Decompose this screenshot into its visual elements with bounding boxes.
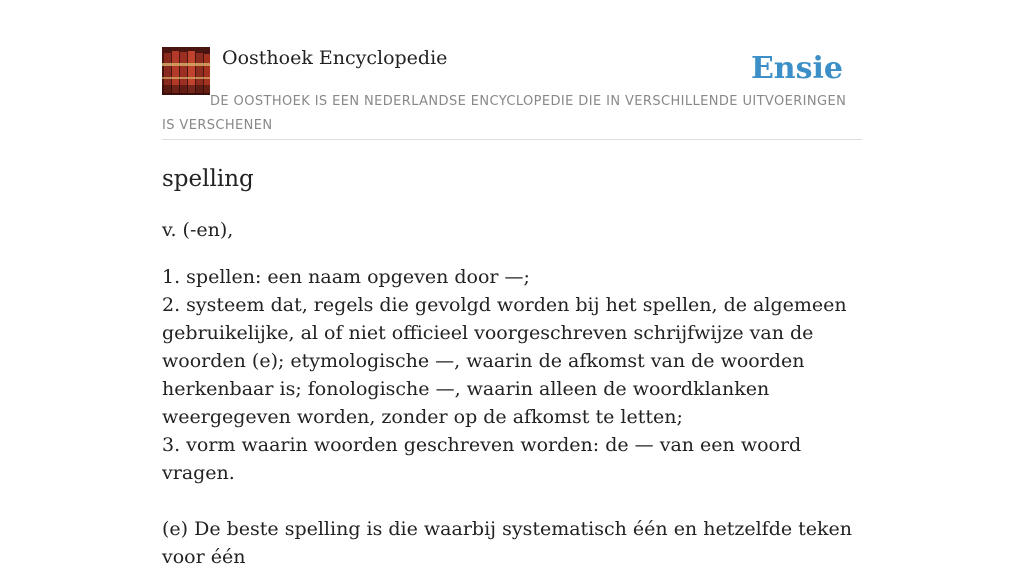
definition-3: 3. vorm waarin woorden geschreven worden: de — van een woord vragen. [162, 434, 802, 484]
entry-definitions [162, 263, 862, 487]
ensie-logo-link[interactable]: Ensie [750, 51, 843, 86]
source-avatar[interactable] [162, 47, 210, 95]
source-description: DE OOSTHOEK IS EEN NEDERLANDSE ENCYCLOPEDIE DIE IN VERSCHILLENDE UITVOERINGEN IS VERSCHENEN [162, 94, 847, 133]
source-header [162, 0, 862, 140]
source-title[interactable]: Oosthoek Encyclopedie [222, 47, 448, 69]
entry-article [162, 162, 862, 571]
entry-note: (e) De beste spelling is die waarbij systematisch één en hetzelfde teken voor één [162, 518, 853, 568]
entry-title: spelling [162, 166, 254, 192]
definition-1: 1. spellen: een naam opgeven door —; [162, 266, 530, 288]
entry-grammar: v. (-en), [162, 219, 234, 241]
encyclopedia-books-icon [162, 47, 210, 95]
definition-2: 2. systeem dat, regels die gevolgd worden bij het spellen, de algemeen gebruikelijke, al of niet officieel voorgeschreven schrijfwijze van de woorden (e); etymologische —, waarin de afkomst van de woorden herkenbaar is; fonologische —, waarin alleen de woordklanken weergegeven worden, zonder op de afkomst te letten; [162, 294, 847, 428]
content-container [162, 0, 862, 571]
